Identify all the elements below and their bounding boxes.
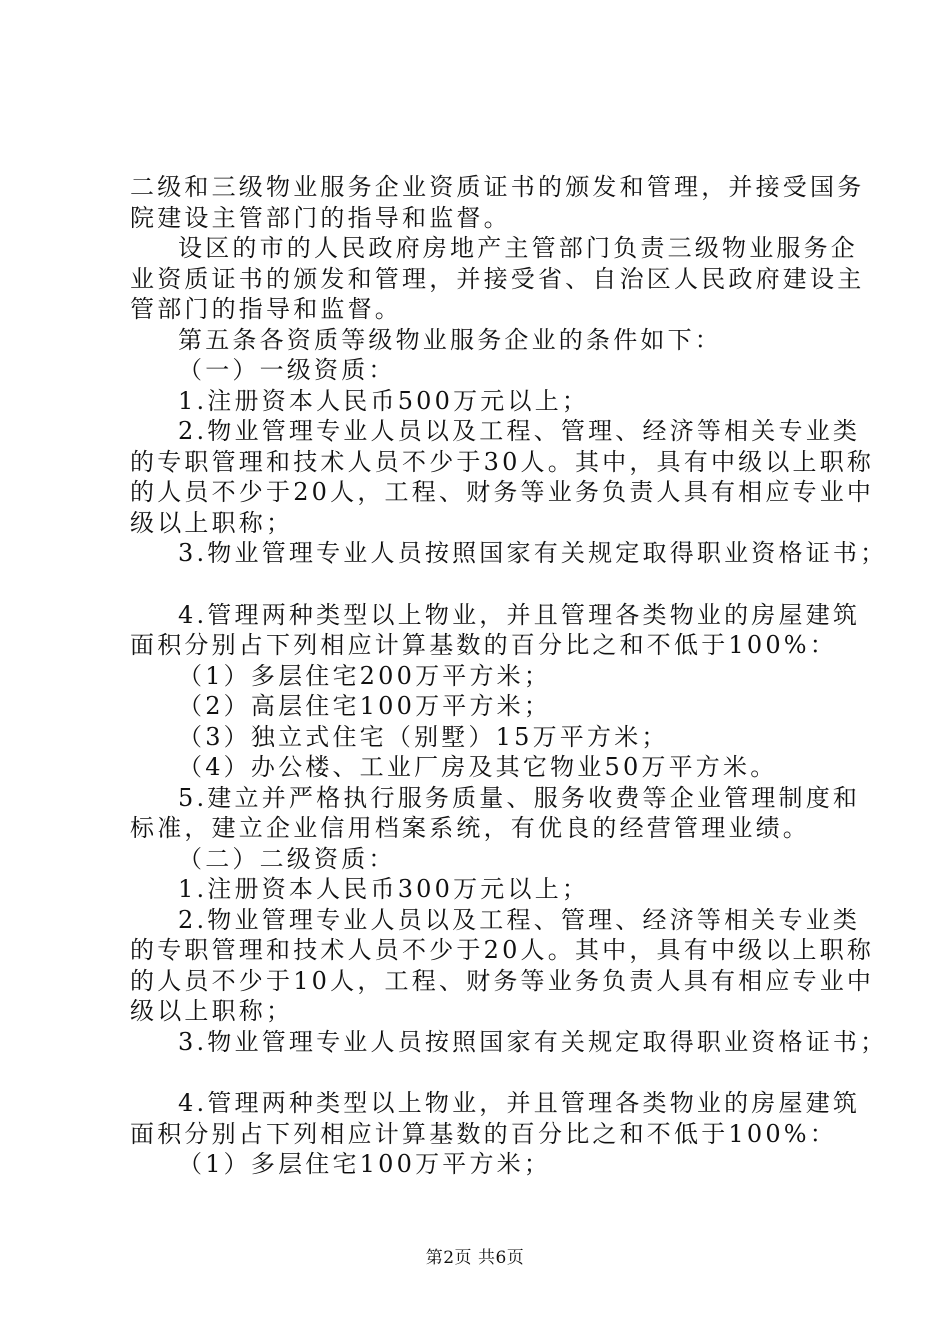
text-line: 面积分别占下列相应计算基数的百分比之和不低于100%： xyxy=(130,1119,838,1148)
text-line: 院建设主管部门的指导和监督。 xyxy=(130,203,511,232)
text-line: 面积分别占下列相应计算基数的百分比之和不低于100%： xyxy=(130,631,838,659)
text-line: 设区的市的人民政府房地产主管部门负责三级物业服务企 xyxy=(178,234,858,262)
text-line: 的专职管理和技术人员不少于30人。其中，具有中级以上职称 xyxy=(130,447,875,476)
text-line: 的人员不少于20人，工程、财务等业务负责人具有相应专业中 xyxy=(130,478,875,506)
text-line: 级以上职称； xyxy=(130,508,294,537)
page-footer: 第2页 共6页 xyxy=(425,1248,525,1268)
text-line: 2.物业管理专业人员以及工程、管理、经济等相关专业类 xyxy=(178,905,861,934)
text-line: 5.建立并严格执行服务质量、服务收费等企业管理制度和 xyxy=(178,783,861,812)
text-line: 2.物业管理专业人员以及工程、管理、经济等相关专业类 xyxy=(178,417,861,445)
text-line: 4.管理两种类型以上物业，并且管理各类物业的房屋建筑 xyxy=(178,1089,861,1117)
text-line: 管部门的指导和监督。 xyxy=(130,295,402,323)
text-line: 的人员不少于10人，工程、财务等业务负责人具有相应专业中 xyxy=(130,966,875,995)
list-item: （2）高层住宅100万平方米； xyxy=(178,692,552,720)
section-heading: （二）二级资质： xyxy=(178,844,396,873)
list-item: （4）办公楼、工业厂房及其它物业50万平方米。 xyxy=(178,753,778,781)
paragraph-gap xyxy=(130,1057,850,1088)
text-line: 3.物业管理专业人员按照国家有关规定取得职业资格证书； xyxy=(178,539,888,567)
text-line: 级以上职称； xyxy=(130,997,294,1025)
text-line: 标准，建立企业信用档案系统，有优良的经营管理业绩。 xyxy=(130,814,810,842)
paragraph-gap xyxy=(130,569,850,600)
list-item: （1）多层住宅100万平方米； xyxy=(178,1150,552,1178)
section-heading: （一）一级资质： xyxy=(178,356,396,384)
text-line: 1.注册资本人民币300万元以上； xyxy=(178,875,590,903)
document-body xyxy=(130,172,888,1180)
list-item: （3）独立式住宅（别墅）15万平方米； xyxy=(178,722,669,751)
text-line: 业资质证书的颁发和管理，并接受省、自治区人民政府建设主 xyxy=(130,264,865,293)
text-line: 的专职管理和技术人员不少于20人。其中，具有中级以上职称 xyxy=(130,936,875,964)
text-line: 第五条各资质等级物业服务企业的条件如下： xyxy=(178,325,722,354)
text-line: 3.物业管理专业人员按照国家有关规定取得职业资格证书； xyxy=(178,1027,888,1056)
text-line: 4.管理两种类型以上物业，并且管理各类物业的房屋建筑 xyxy=(178,600,861,629)
list-item: （1）多层住宅200万平方米； xyxy=(178,661,552,690)
text-line: 二级和三级物业服务企业资质证书的颁发和管理，并接受国务 xyxy=(130,173,865,201)
text-line: 1.注册资本人民币500万元以上； xyxy=(178,386,590,415)
